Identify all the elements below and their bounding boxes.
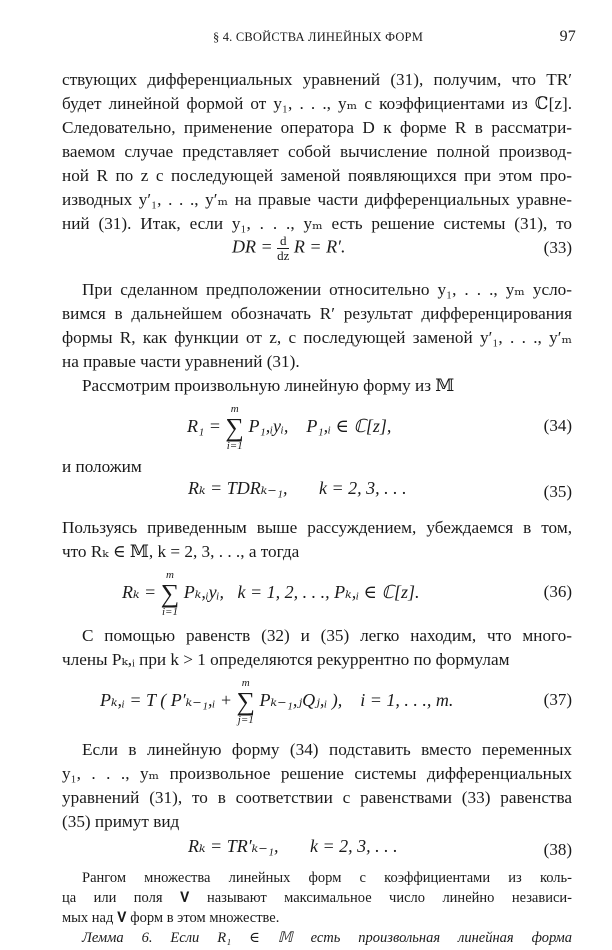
text-line: ной R по z с последующей заменой появляющихся при этом про- bbox=[62, 166, 572, 185]
eq34-lhs: R₁ = bbox=[187, 416, 221, 437]
sum-upper: m bbox=[230, 403, 239, 415]
text-line: и положим bbox=[62, 457, 142, 476]
sum-lower: i=1 bbox=[226, 440, 243, 452]
definition-line: мых над 𝐕 форм в этом множестве. bbox=[62, 910, 280, 926]
definition-line: Рангом множества линейных форм с коэффициентами из коль- bbox=[82, 870, 572, 886]
equation-number: (34) bbox=[543, 416, 572, 435]
text-line: что Rₖ ∈ 𝕄, k = 2, 3, . . ., а тогда bbox=[62, 542, 300, 561]
eq37-lhs: Pₖ,ᵢ = T ( P′ₖ₋₁,ᵢ + bbox=[100, 690, 232, 711]
text-line: Следовательно, применение оператора D к форме R в рассматри- bbox=[62, 118, 572, 137]
equation-33 bbox=[62, 234, 572, 268]
text-line: Рассмотрим произвольную линейную форму из 𝕄 bbox=[82, 376, 455, 395]
text-line: (35) примут вид bbox=[62, 812, 180, 831]
text-line: ствующих дифференциальных уравнений (31), получим, что TR′ bbox=[62, 70, 572, 89]
text-line: Пользуясь приведенным выше рассуждением, убеждаемся в том, bbox=[62, 518, 572, 537]
text-line: y₁, . . ., yₘ произвольное решение системы дифференциальных bbox=[62, 764, 572, 783]
text-line: При сделанном предположении относительно y₁, . . ., yₘ усло- bbox=[82, 280, 572, 299]
sum-upper: m bbox=[241, 677, 250, 689]
text-line: будет линейной формой от y₁, . . ., yₘ с коэффициентами из ℂ[z]. bbox=[62, 94, 572, 113]
sum-lower: j=1 bbox=[237, 714, 254, 726]
eq33-fraction bbox=[277, 234, 289, 262]
lemma-line bbox=[62, 948, 510, 949]
eq33-frac-num: d bbox=[277, 234, 289, 249]
running-header bbox=[60, 30, 576, 52]
text-line: формы R, как функции от z, с последующей заменой y′₁, . . ., y′ₘ bbox=[62, 328, 572, 347]
equation-35 bbox=[62, 478, 572, 512]
text-line: ваемом случае представляет собой вычисление полной производ- bbox=[62, 142, 572, 161]
equation-number: (35) bbox=[543, 482, 572, 501]
eq36-lhs: Rₖ = bbox=[122, 582, 157, 603]
eq33-rhs: R = R′. bbox=[293, 236, 346, 257]
text-line: ний (31). Итак, если y₁, . . ., yₘ есть решение системы (31), то bbox=[62, 214, 572, 233]
text-line: члены Pₖ,ᵢ при k > 1 определяются рекуррентно по формулам bbox=[62, 650, 510, 669]
eq34-condition: P₁,ᵢ ∈ ℂ[z], bbox=[306, 416, 392, 437]
eq34-term: P₁,ᵢyᵢ, bbox=[248, 416, 289, 437]
equation-38 bbox=[62, 836, 572, 870]
section-title: § 4. СВОЙСТВА ЛИНЕЙНЫХ ФОРМ bbox=[212, 30, 424, 44]
page-number: 97 bbox=[559, 28, 576, 45]
sum-symbol: m ∑ i=1 bbox=[225, 403, 244, 452]
equation-number: (33) bbox=[543, 238, 572, 257]
text-line: Если в линейную форму (34) подставить вместо переменных bbox=[82, 740, 572, 759]
text-line: на правые части уравнений (31). bbox=[62, 352, 300, 371]
equation-number: (38) bbox=[543, 840, 572, 859]
text-line: С помощью равенств (32) и (35) легко находим, что много- bbox=[82, 626, 572, 645]
text-line: вимся в дальнейшем обозначать R′ результат дифференцирования bbox=[62, 304, 572, 323]
lemma-continuation bbox=[62, 948, 572, 949]
sum-lower: i=1 bbox=[162, 606, 178, 618]
eq38-body: Rₖ = TR′ₖ₋₁, bbox=[188, 836, 279, 856]
definition-line: ца или поля 𝐕 называют максимальное число линейно независи- bbox=[62, 890, 572, 906]
eq35-body: Rₖ = TDRₖ₋₁, bbox=[188, 478, 288, 498]
sum-upper: m bbox=[166, 569, 174, 581]
text-line: уравнений (31), то в соответствии с равенствами (33) равенства bbox=[62, 788, 572, 807]
eq33-frac-den: dz bbox=[277, 247, 290, 263]
eq36-condition: k = 1, 2, . . ., Pₖ,ᵢ ∈ ℂ[z]. bbox=[237, 582, 420, 603]
eq38-condition: k = 2, 3, . . . bbox=[309, 836, 398, 856]
eq36-term: Pₖ,ᵢyᵢ, bbox=[183, 582, 225, 603]
lemma-line: Лемма 6. Если R₁ ∈ 𝕄 есть произвольная линейная форма bbox=[82, 930, 572, 946]
sum-symbol: m ∑ j=1 bbox=[236, 677, 256, 726]
equation-36 bbox=[62, 568, 572, 618]
equation-number: (37) bbox=[543, 690, 572, 709]
eq37-condition: i = 1, . . ., m. bbox=[360, 690, 454, 711]
sum-symbol: m ∑ i=1 bbox=[160, 569, 180, 618]
equation-number: (36) bbox=[543, 582, 572, 601]
eq33-lhs: DR = bbox=[232, 236, 273, 257]
eq37-term: Pₖ₋₁,ⱼQⱼ,ᵢ ), bbox=[259, 690, 343, 711]
equation-34 bbox=[62, 402, 572, 452]
text-line: изводных y′₁, . . ., y′ₘ на правые части дифференциальных уравне- bbox=[62, 190, 572, 209]
equation-37 bbox=[62, 676, 572, 726]
eq35-condition: k = 2, 3, . . . bbox=[319, 478, 407, 498]
